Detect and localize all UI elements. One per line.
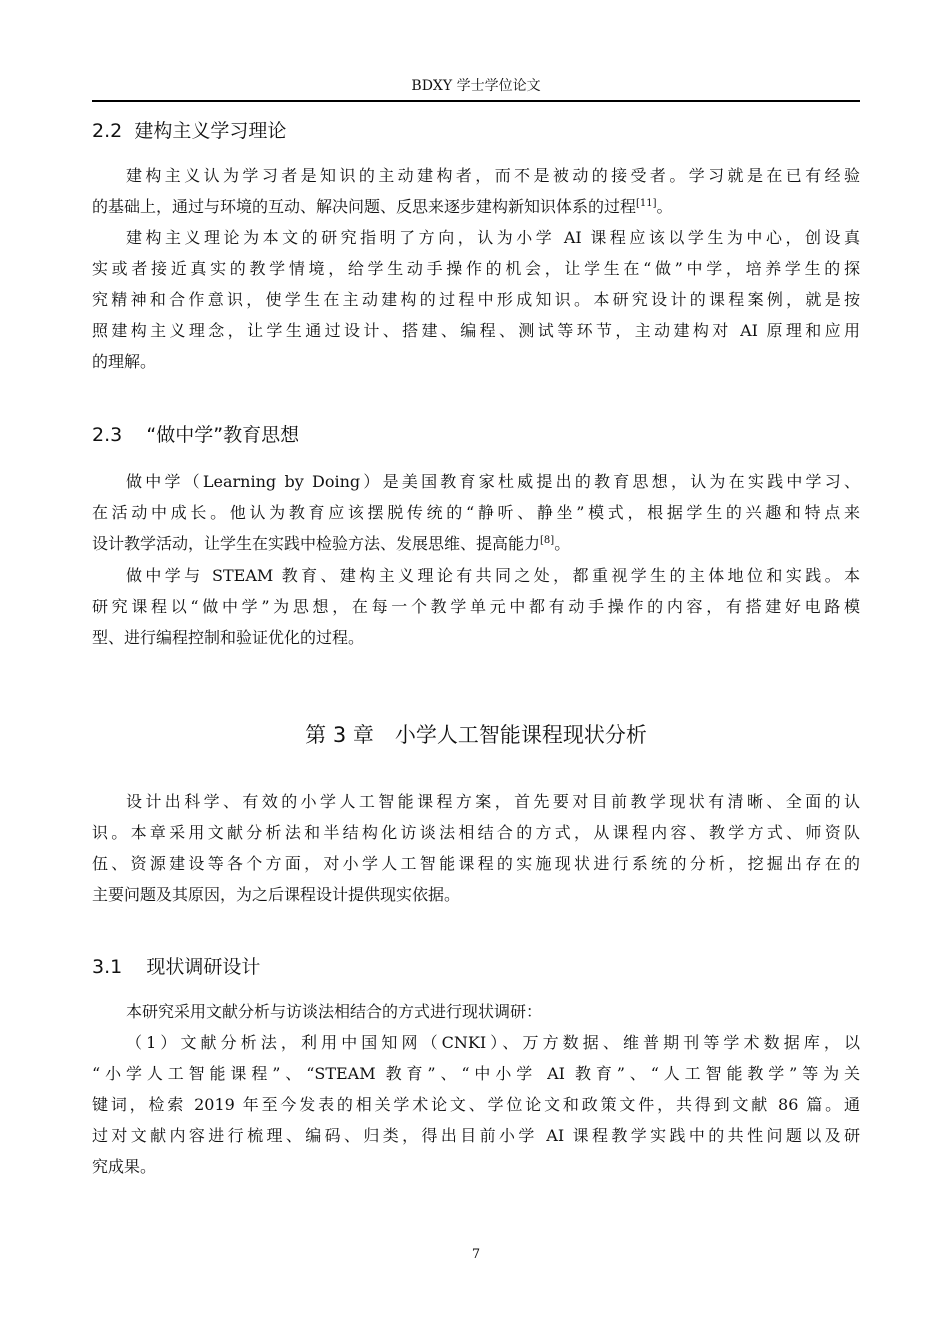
text-run: 。 [554, 534, 571, 553]
text-run: 。 [656, 197, 673, 216]
section-number: 2.3 [92, 424, 123, 446]
header-rule [92, 100, 860, 102]
citation: [11] [636, 198, 657, 209]
text-line: 在活动中成长。他认为教育应该摆脱传统的“静听、静坐”模式，根据学生的兴趣和特点来 [92, 503, 860, 522]
text-line: 本研究采用文献分析与访谈法相结合的方式进行现状调研： [126, 1002, 543, 1021]
text-line: 主要问题及其原因，为之后课程设计提供现实依据。 [92, 885, 461, 904]
section-title: 现状调研设计 [146, 956, 261, 978]
paragraph-3-1-2 [92, 1027, 860, 1182]
text-line: 设计出科学、有效的小学人工智能课程方案，首先要对目前教学现状有清晰、全面的认 [126, 792, 860, 811]
section-heading-3-1 [92, 954, 260, 980]
chapter-heading-3: 第 3 章 小学人工智能课程现状分析 [305, 723, 647, 747]
text-line: 建构主义理论为本文的研究指明了方向，认为小学 AI 课程应该以学生为中心，创设真 [126, 228, 860, 247]
text-line: 伍、资源建设等各个方面，对小学人工智能课程的实施现状进行系统的分析，挖掘出存在的 [92, 854, 860, 873]
section-number: 3.1 [92, 956, 123, 978]
text-line: 建构主义认为学习者是知识的主动建构者，而不是被动的接受者。学习就是在已有经验 [126, 166, 860, 185]
text-line: 键词，检索 2019 年至今发表的相关学术论文、学位论文和政策文件，共得到文献 86 篇。通 [92, 1095, 860, 1114]
text-line: 照建构主义理念，让学生通过设计、搭建、编程、测试等环节，主动建构对 AI 原理和应用 [92, 321, 860, 340]
text-line: （1）文献分析法，利用中国知网（CNKI）、万方数据、维普期刊等学术数据库，以 [126, 1033, 860, 1052]
text-line: 做中学与 STEAM 教育、建构主义理论有共同之处，都重视学生的主体地位和实践。本 [126, 566, 860, 585]
section-title: 建构主义学习理论 [134, 120, 287, 142]
paragraph-2-2-1 [92, 160, 860, 222]
text-run: 设计教学活动，让学生在实践中检验方法、发展思维、提高能力 [92, 534, 541, 553]
text-line: 究精神和合作意识，使学生在主动建构的过程中形成知识。本研究设计的课程案例，就是按 [92, 290, 860, 309]
section-title: “做中学”教育思想 [146, 424, 300, 446]
paragraph-2-2-2 [92, 222, 860, 377]
paragraph-2-3-2 [92, 560, 860, 653]
page-number: 7 [471, 1247, 481, 1262]
section-number: 2.2 [92, 120, 123, 142]
paragraph-2-3-1 [92, 466, 860, 559]
text-line: “小学人工智能课程”、“STEAM 教育”、“中小学 AI 教育”、“人工智能教学”等为关 [92, 1064, 860, 1083]
text-line: 究成果。 [92, 1157, 157, 1176]
text-line: 型、进行编程控制和验证优化的过程。 [92, 628, 365, 647]
text-line: 实或者接近真实的教学情境，给学生动手操作的机会，让学生在“做”中学，培养学生的探 [92, 259, 860, 278]
text-line: 做中学（Learning by Doing）是美国教育家杜威提出的教育思想，认为在实践中学习、 [126, 472, 860, 491]
text-line: 研究课程以“做中学”为思想，在每一个教学单元中都有动手操作的内容，有搭建好电路模 [92, 597, 860, 616]
text-run: 的基础上，通过与环境的互动、解决问题、反思来逐步建构新知识体系的过程 [92, 197, 637, 216]
text-line: 的理解。 [92, 352, 157, 371]
text-line: 过对文献内容进行梳理、编码、归类，得出目前小学 AI 课程教学实践中的共性问题以及研 [92, 1126, 860, 1145]
paragraph-3-1-1 [92, 996, 860, 1027]
text-line [92, 191, 860, 222]
paragraph-ch3-1 [92, 786, 860, 910]
section-heading-2-2 [92, 118, 286, 144]
running-header: BDXY 学士学位论文 [411, 78, 541, 94]
text-line: 识。本章采用文献分析法和半结构化访谈法相结合的方式，从课程内容、教学方式、师资队 [92, 823, 860, 842]
text-line [92, 528, 860, 559]
section-heading-2-3 [92, 422, 299, 448]
citation: [8] [540, 535, 555, 546]
